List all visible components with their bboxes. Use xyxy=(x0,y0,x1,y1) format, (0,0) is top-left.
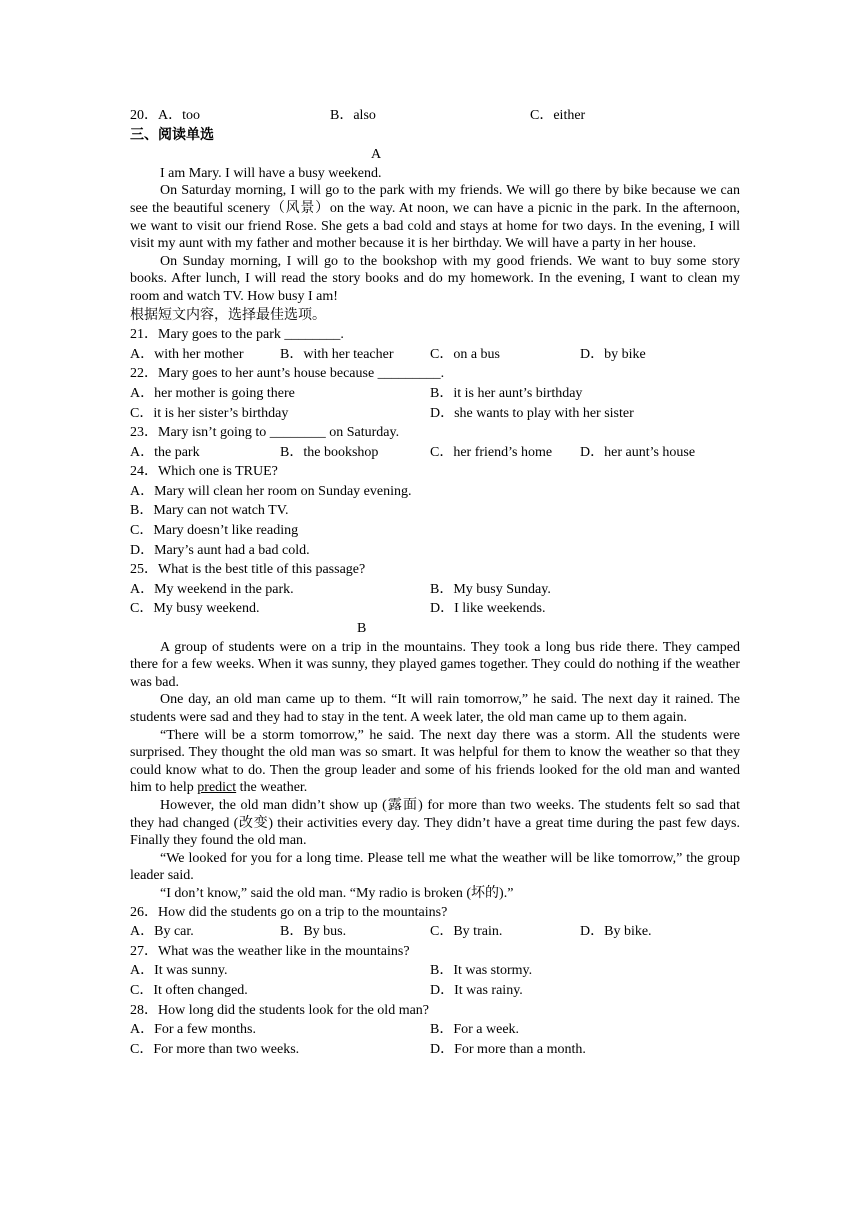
question-20-options xyxy=(130,106,740,126)
passage-b-paragraph-6: “I don’t know,” said the old man. “My radio is broken (坏的).” xyxy=(160,885,514,901)
option-d[interactable]: D．Mary’s aunt had a bad cold. xyxy=(130,542,310,558)
paragraph-text: “There will be a storm tomorrow,” he said. The next day there was a storm. All the students were surprised. They thought the old man was so smart. It was helpful for them to know the weather so that they could know what to do. Then the group leader and some of his friends looked for the old man and wanted him to help xyxy=(130,727,740,796)
options-row xyxy=(130,599,740,619)
options-row xyxy=(130,521,740,541)
option-d[interactable]: D．By bike. xyxy=(580,924,652,940)
option-b[interactable]: B．Mary can not watch TV. xyxy=(130,503,289,519)
option-a[interactable]: A．For a few months. xyxy=(130,1022,256,1038)
options-row xyxy=(130,1020,740,1040)
option-a[interactable]: A．her mother is going there xyxy=(130,385,295,401)
option-c: C．either xyxy=(530,108,586,123)
option-c[interactable]: C．It often changed. xyxy=(130,982,248,998)
passage-b-label-row xyxy=(130,619,740,639)
questions-b xyxy=(130,903,740,1060)
options-row xyxy=(130,981,740,1001)
option-d[interactable]: D．It was rainy. xyxy=(430,982,523,998)
passage-a-paragraph-3: On Sunday morning, I will go to the bookshop with my good friends. We want to buy some story books. After lunch, I will read the story books and do my homework. In the evening, I want to clean my room and watch TV. How busy I am! xyxy=(130,253,740,304)
option-d[interactable]: D．I like weekends. xyxy=(430,601,546,617)
options-row xyxy=(130,404,740,424)
passage-b-paragraph-5: “We looked for you for a long time. Please tell me what the weather will be like tomorrow,” the group leader said. xyxy=(130,850,740,884)
option-c[interactable]: C．on a bus xyxy=(430,346,500,362)
question-stem: 25．What is the best title of this passage? xyxy=(130,562,366,578)
underlined-word: predict xyxy=(197,780,237,796)
question-stem: 23．Mary isn’t going to ________ on Saturday. xyxy=(130,425,400,441)
option-d[interactable]: D．For more than a month. xyxy=(430,1041,586,1057)
passage-b-paragraph-3 xyxy=(130,727,740,797)
option-c[interactable]: C．For more than two weeks. xyxy=(130,1041,300,1057)
option-a[interactable]: A．the park xyxy=(130,444,200,460)
options-row xyxy=(130,501,740,521)
option-c[interactable]: C．it is her sister’s birthday xyxy=(130,405,289,421)
option-c[interactable]: C．her friend’s home xyxy=(430,444,553,460)
question-stem: 27．What was the weather like in the mountains? xyxy=(130,943,410,959)
passage-a-label: A xyxy=(371,147,382,163)
passage-a-label-row xyxy=(130,145,740,165)
option-c[interactable]: C．My busy weekend. xyxy=(130,601,260,617)
questions-a xyxy=(130,325,740,619)
option-c[interactable]: C．Mary doesn’t like reading xyxy=(130,523,299,539)
options-row xyxy=(130,384,740,404)
options-row xyxy=(130,541,740,561)
option-b[interactable]: B．the bookshop xyxy=(280,444,379,460)
option-d[interactable]: D．by bike xyxy=(580,346,646,362)
option-b[interactable]: B．By bus. xyxy=(280,924,347,940)
exam-page xyxy=(130,106,740,1059)
options-row xyxy=(130,961,740,981)
option-b[interactable]: B．It was stormy. xyxy=(430,963,533,979)
option-b[interactable]: B．My busy Sunday. xyxy=(430,581,551,597)
option-d[interactable]: D．her aunt’s house xyxy=(580,444,696,460)
option-b[interactable]: B．For a week. xyxy=(430,1022,520,1038)
question-stem: 26．How did the students go on a trip to the mountains? xyxy=(130,904,448,920)
option-b: B．also xyxy=(330,108,376,123)
options-row xyxy=(130,1040,740,1060)
passage-b-paragraph-2: One day, an old man came up to them. “It will rain tomorrow,” he said. The next day it rained. The students were sad and they had to stay in the tent. A week later, the old man came up to them again. xyxy=(130,692,740,725)
option-a: 20．A．too xyxy=(130,108,200,123)
option-d[interactable]: D．she wants to play with her sister xyxy=(430,405,634,421)
options-row xyxy=(130,922,740,942)
options-row xyxy=(130,443,740,463)
passage-a-paragraph-1: I am Mary. I will have a busy weekend. xyxy=(160,165,382,181)
option-a[interactable]: A．My weekend in the park. xyxy=(130,581,294,597)
option-a[interactable]: A．It was sunny. xyxy=(130,963,228,979)
question-stem: 28．How long did the students look for the old man? xyxy=(130,1002,430,1018)
option-b[interactable]: B．with her teacher xyxy=(280,346,394,362)
passage-a-paragraph-2: On Saturday morning, I will go to the park with my friends. We will go there by bike because we can see the beautiful scenery（风景）on the way. At noon, we can have a picnic in the park. In the afternoon, we want to visit our friend Rose. She gets a bad cold and stays at home for two days. In the evening, I will visit my aunt with my father and mother because it is her birthday. We will have a party in her house. xyxy=(130,183,740,252)
option-c[interactable]: C．By train. xyxy=(430,924,503,940)
question-stem: 24．Which one is TRUE? xyxy=(130,464,278,480)
instruction: 根据短文内容，选择最佳选项。 xyxy=(130,307,326,323)
question-stem: 21．Mary goes to the park ________. xyxy=(130,327,344,343)
passage-b-label: B xyxy=(357,621,367,637)
passage-b-paragraph-4: However, the old man didn’t show up (露面) for more than two weeks. The students felt so sad that they had changed (改变) their activities every day. They didn’t have a great time during the past few days. Finally they found the old man. xyxy=(130,797,740,849)
options-row xyxy=(130,345,740,365)
option-b[interactable]: B．it is her aunt’s birthday xyxy=(430,385,583,401)
option-a[interactable]: A．Mary will clean her room on Sunday evening. xyxy=(130,483,412,499)
section-title: 三、阅读单选 xyxy=(130,127,214,143)
option-a[interactable]: A．By car. xyxy=(130,924,194,940)
paragraph-text: the weather. xyxy=(236,780,308,796)
option-a[interactable]: A．with her mother xyxy=(130,346,244,362)
passage-b-paragraph-1: A group of students were on a trip in the mountains. They took a long bus ride there. They camped there for a few weeks. When it was sunny, they played games together. They could do nothing if the weather was bad. xyxy=(130,639,740,690)
options-row xyxy=(130,580,740,600)
question-stem: 22．Mary goes to her aunt’s house because _________. xyxy=(130,366,445,382)
options-row xyxy=(130,482,740,502)
